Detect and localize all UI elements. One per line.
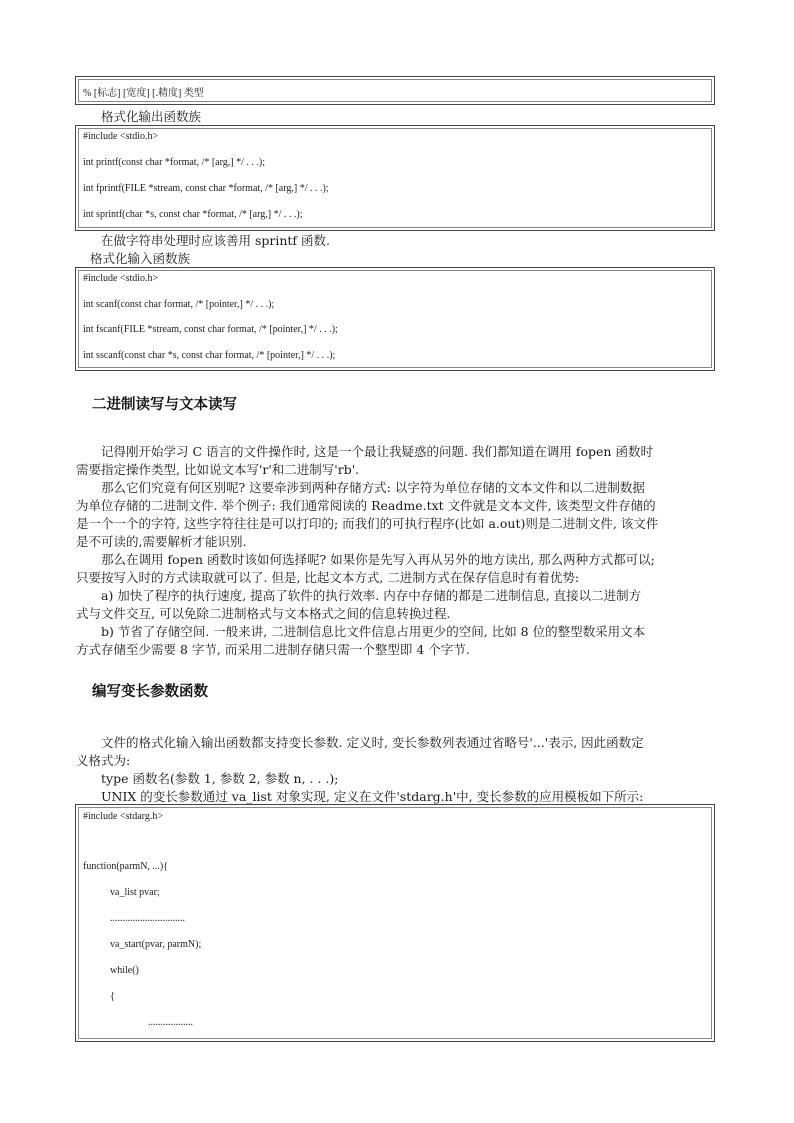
code-line: int fprintf(FILE *stream, const char *format, /* [arg,] */ . . .); (83, 183, 329, 194)
paragraph-line: 是一个一个的字符, 这些字符往往是可以打印的; 而我们的可执行程序(比如 a.out)则是二进制文件, 该文件 (76, 516, 659, 531)
code-line: function(parmN, ...){ (83, 861, 169, 872)
code-line: #include <stdio.h> (83, 273, 159, 284)
code-line: { (110, 991, 115, 1002)
code-line: while() (110, 965, 139, 976)
paragraph-line: 义格式为: (76, 753, 131, 768)
paragraph-line: 那么在调用 fopen 函数时该如何选择呢? 如果你是先写入再从另外的地方读出, 那么两种方式都可以; (101, 552, 655, 567)
paragraph-line: 只要按写入时的方式读取就可以了. 但是, 比起文本方式, 二进制方式在保存信息时有着优势: (76, 570, 580, 585)
code-line: int scanf(const char format, /* [pointer,] */ . . .); (83, 299, 275, 310)
paragraph-line: 方式存储至少需要 8 字节, 而采用二进制存储只需一个整型即 4 个字节. (76, 642, 470, 657)
output-functions-code-box (75, 125, 715, 231)
paragraph-line: 那么它们究竟有何区别呢? 这要牵涉到两种存储方式: 以字符为单位存储的文本文件和以二进制数据 (101, 480, 645, 495)
code-line: #include <stdio.h> (83, 131, 159, 142)
code-line: int printf(const char *format, /* [arg,] */ . . .); (83, 157, 265, 168)
input-functions-code-box (75, 267, 715, 371)
paragraph-line: 为单位存储的二进制文件. 举个例子: 我们通常阅读的 Readme.txt 文件就是文本文件, 该类型文件存储的 (76, 498, 656, 513)
caption-output-functions: 格式化输出函数族 (101, 109, 202, 124)
paragraph-line: a) 加快了程序的执行速度, 提高了软件的执行效率. 内存中存储的都是二进制信息, 直接以二进制方 (101, 588, 642, 603)
code-line: va_list pvar; (110, 887, 160, 898)
paragraph-line: type 函数名(参数 1, 参数 2, 参数 n, . . .); (101, 771, 339, 786)
paragraph-line: b) 节省了存储空间. 一般来讲, 二进制信息比文件信息占用更少的空间, 比如 8 位的整型数采用文本 (101, 624, 646, 639)
sprintf-note: 在做字符串处理时应该善用 sprintf 函数. (101, 233, 331, 248)
format-spec-line: % [标志] [宽度] [.精度] 类型 (83, 88, 204, 99)
paragraph-line: 是不可读的,需要解析才能识别. (76, 534, 247, 549)
paragraph-line: 记得刚开始学习 C 语言的文件操作时, 这是一个最让我疑惑的问题. 我们都知道在调用 fopen 函数时 (101, 444, 653, 459)
format-spec-box (75, 76, 715, 105)
section-title-binary-vs-text: 二进制读写与文本读写 (92, 397, 237, 413)
code-line: int sprintf(char *s, const char *format, /* [arg,] */ . . .); (83, 209, 303, 220)
code-line: .................. (148, 1017, 193, 1028)
code-line: int fscanf(FILE *stream, const char format, /* [pointer,] */ . . .); (83, 324, 338, 335)
code-line: int sscanf(const char *s, const char format, /* [pointer,] */ . . .); (83, 350, 336, 361)
code-line: .............................. (110, 913, 185, 924)
stdarg-template-code-box (75, 804, 715, 1042)
paragraph-line: UNIX 的变长参数通过 va_list 对象实现, 定义在文件'stdarg.h'中, 变长参数的应用模板如下所示: (101, 789, 644, 804)
caption-input-functions: 格式化输入函数族 (90, 251, 191, 266)
section-title-variadic-functions: 编写变长参数函数 (92, 684, 208, 700)
code-line: #include <stdarg.h> (83, 811, 163, 822)
paragraph-line: 需要指定操作类型, 比如说文本写'r'和二进制写'rb'. (76, 462, 360, 477)
paragraph-line: 文件的格式化输入输出函数都支持变长参数. 定义时, 变长参数列表通过省略号'...'表示, 因此函数定 (101, 735, 644, 750)
paragraph-line: 式与文件交互, 可以免除二进制格式与文本格式之间的信息转换过程. (76, 606, 451, 621)
code-line: va_start(pvar, parmN); (110, 939, 202, 950)
